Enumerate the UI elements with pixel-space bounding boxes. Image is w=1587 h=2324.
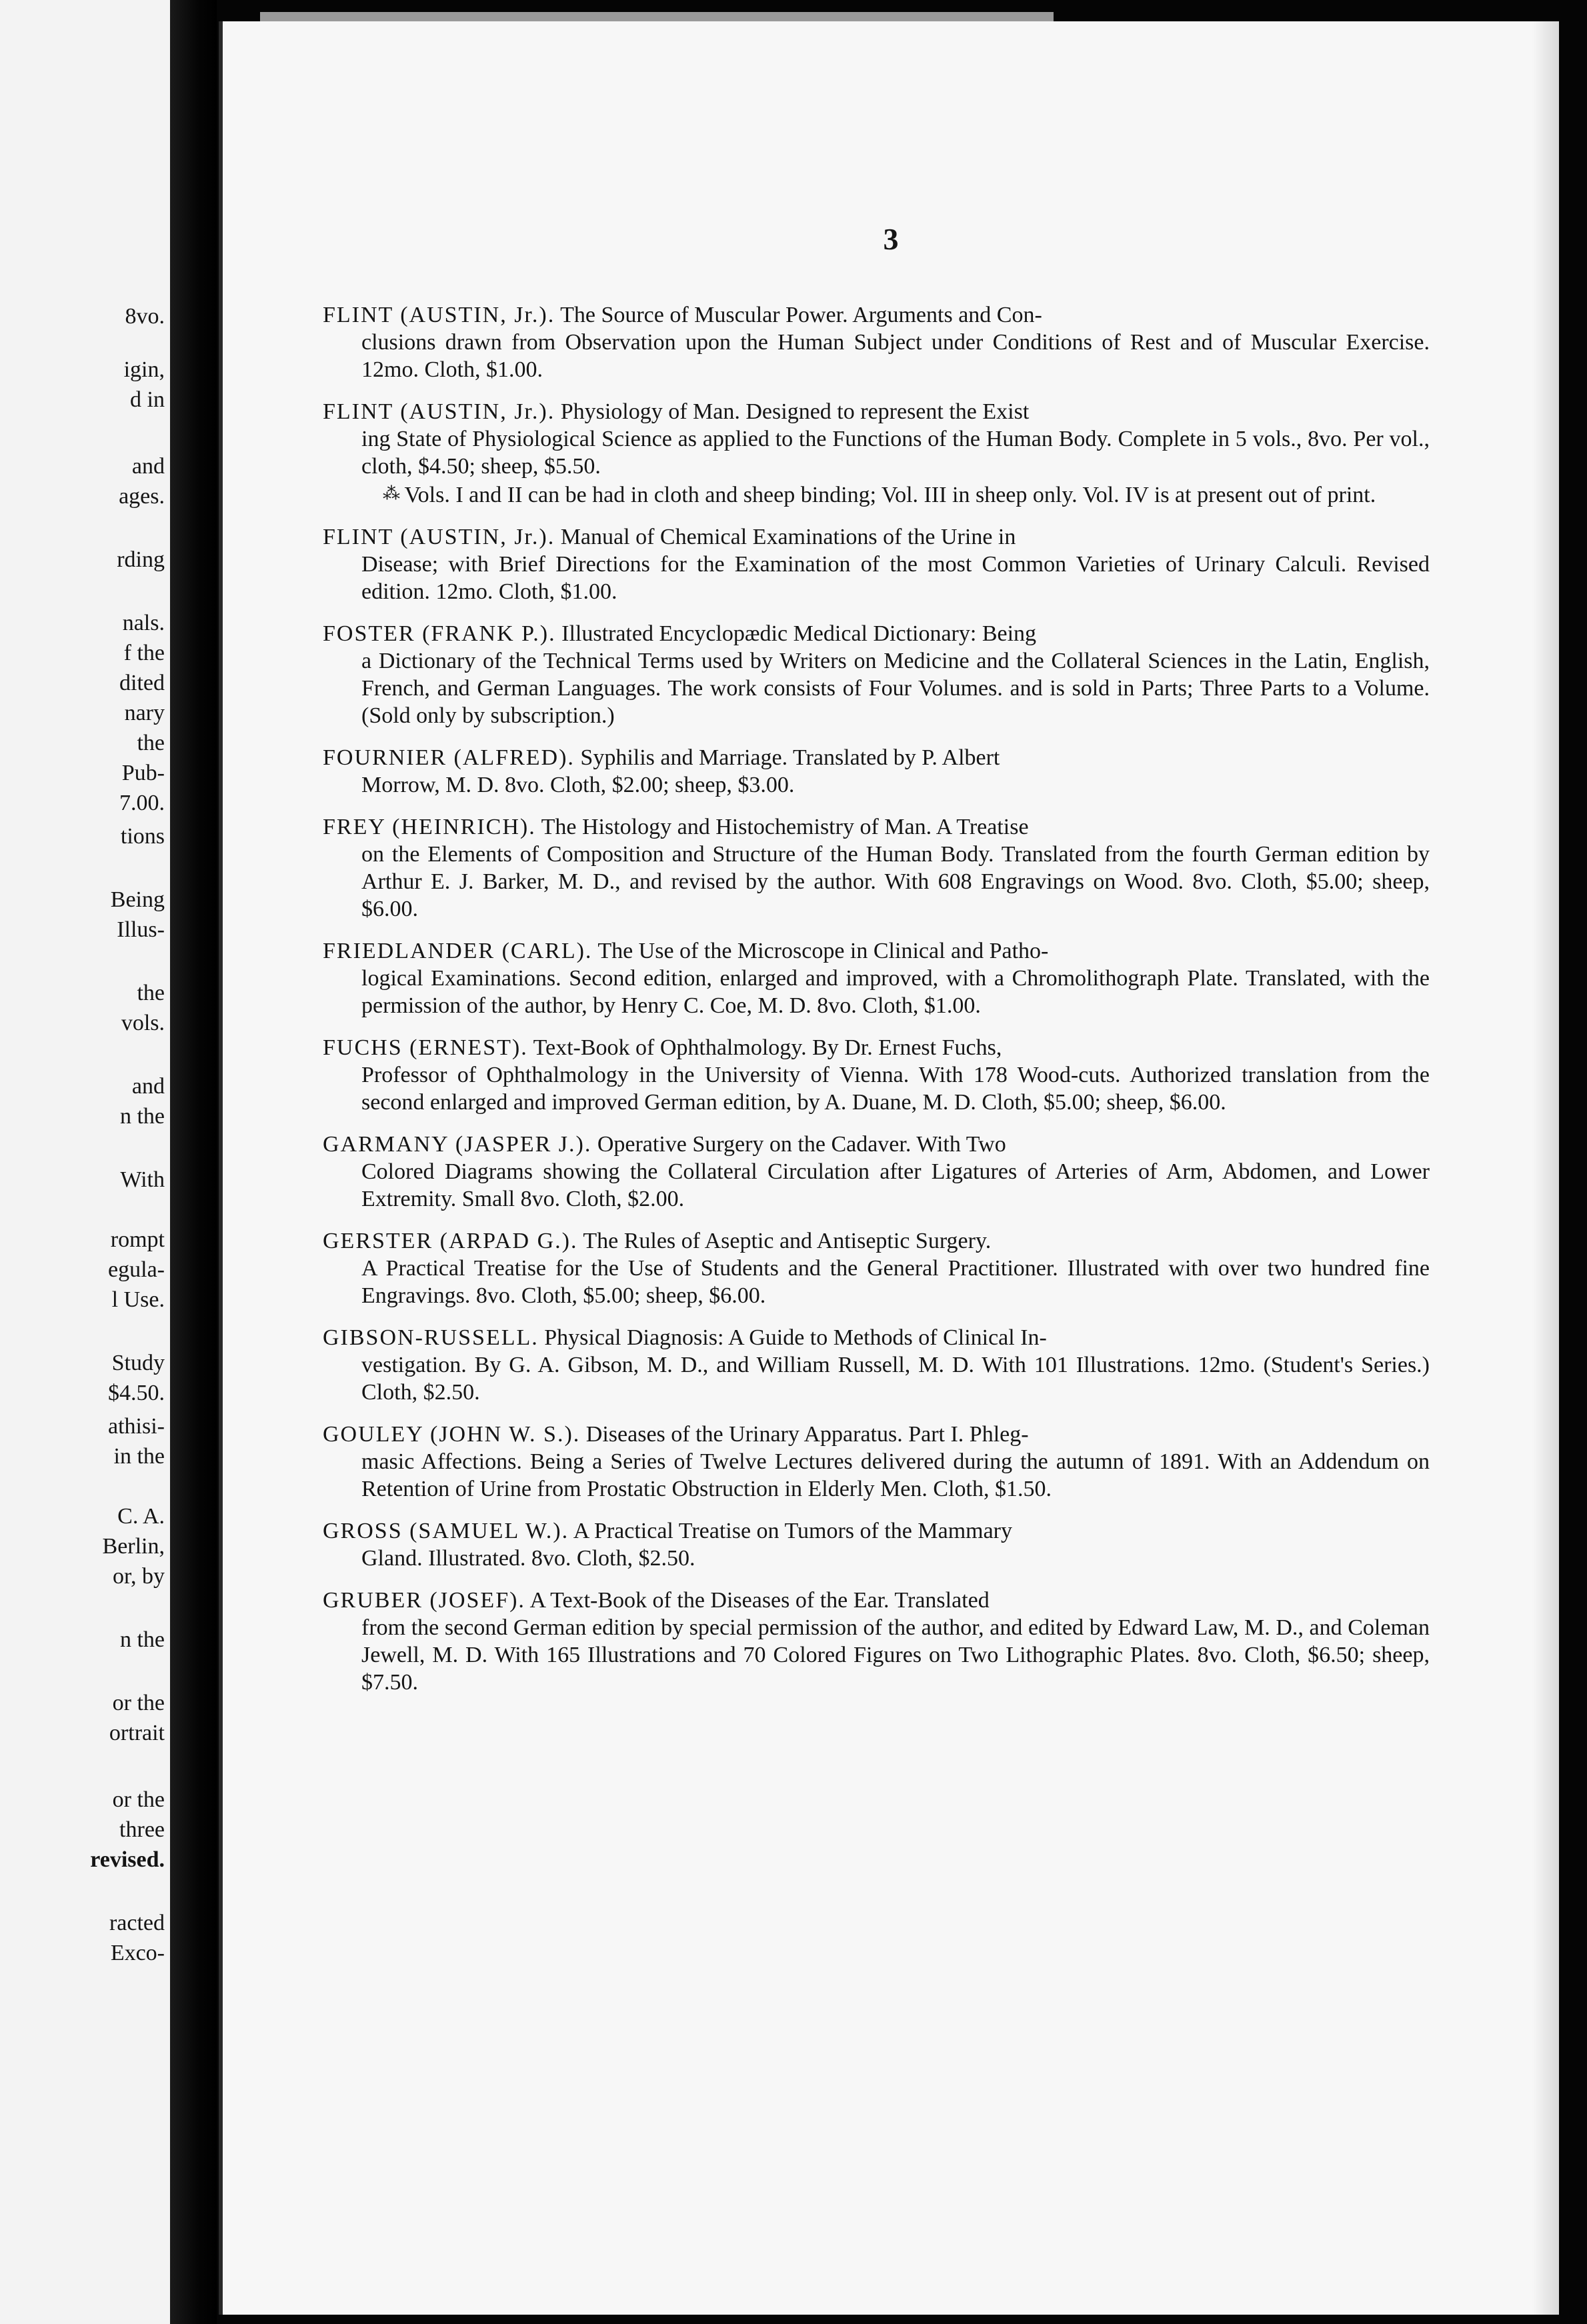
- previous-page-fragment: tions: [120, 824, 165, 849]
- entry-first-line: [323, 1517, 1430, 1545]
- entry-description: a Dictionary of the Technical Terms used by Writers on Medicine and the Collateral Sciences in the Latin, English, French, and German Languages. The work consists of Four Volumes. and is sold in Parts; Three Parts to a Volume. (Sold only by subscription.): [361, 649, 1430, 728]
- entry-author: FRIEDLANDER (CARL).: [323, 939, 593, 963]
- entry-title: A Text-Book of the Diseases of the Ear. Translated: [525, 1588, 990, 1613]
- entry-first-line: [323, 744, 1430, 771]
- catalogue-entry: [323, 813, 1430, 923]
- previous-page-fragment: Pub-: [121, 761, 165, 785]
- previous-page-fragment: nary: [124, 701, 165, 725]
- catalogue-entry: [323, 1034, 1430, 1116]
- entry-note-text: Vols. I and II can be had in cloth and sheep binding; Vol. III in sheep only. Vol. IV is at present out of print.: [404, 483, 1376, 507]
- entry-title: A Practical Treatise on Tumors of the Mammary: [569, 1519, 1012, 1543]
- entry-first-line: [323, 301, 1430, 329]
- previous-page-fragment: Study: [111, 1351, 165, 1375]
- entry-title: The Histology and Histochemistry of Man. A Treatise: [535, 815, 1029, 839]
- entry-author: FOSTER (FRANK P.).: [323, 621, 556, 646]
- previous-page-fragment: Illus-: [117, 917, 165, 942]
- page-edge-shade: [1532, 21, 1559, 2315]
- entry-first-line: [323, 1421, 1430, 1448]
- previous-page-fragment: racted: [109, 1911, 165, 1935]
- asterism-icon: ⁂: [383, 484, 405, 503]
- entry-description: ing State of Physiological Science as applied to the Functions of the Human Body. Complete in 5 vols., 8vo. Per vol., cloth, $4.50; sheep, $5.50.: [361, 427, 1430, 479]
- previous-page-fragment: and: [131, 454, 165, 479]
- entry-title: Physical Diagnosis: A Guide to Methods of Clinical In-: [538, 1325, 1047, 1350]
- previous-page-fragment: athisi-: [108, 1414, 165, 1439]
- catalogue-entry: [323, 620, 1430, 729]
- previous-page-fragment: or the: [112, 1691, 165, 1715]
- catalogue-entry: [323, 1587, 1430, 1696]
- previous-page-fragment: the: [137, 981, 165, 1005]
- entry-first-line: [323, 523, 1430, 551]
- previous-page-sliver: [0, 0, 170, 2324]
- entry-author: GERSTER (ARPAD G.).: [323, 1229, 578, 1253]
- previous-page-fragment: rding: [117, 547, 165, 572]
- previous-page-fragment: 8vo.: [125, 304, 165, 329]
- previous-page-fragment: $4.50.: [108, 1381, 165, 1405]
- entry-title: The Rules of Aseptic and Antiseptic Surgery.: [577, 1229, 992, 1253]
- previous-page-fragment: egula-: [108, 1257, 165, 1282]
- previous-page-fragment: igin,: [123, 357, 165, 382]
- entry-author: GRUBER (JOSEF).: [323, 1588, 525, 1613]
- entry-note: [323, 480, 1430, 509]
- previous-page-fragment: three: [119, 1817, 165, 1842]
- entry-first-line: [323, 1034, 1430, 1061]
- previous-page-fragment: l Use.: [111, 1287, 165, 1312]
- catalogue-entry: [323, 301, 1430, 383]
- page-number: 3: [883, 222, 899, 256]
- entry-description: clusions drawn from Observation upon the Human Subject under Conditions of Rest and of Muscular Exercise. 12mo. Cloth, $1.00.: [361, 330, 1430, 382]
- entry-title: Syphilis and Marriage. Translated by P. Albert: [574, 745, 1000, 770]
- catalogue-entry: [323, 937, 1430, 1019]
- catalogue-entry: [323, 1421, 1430, 1503]
- entry-title: Illustrated Encyclopædic Medical Dictionary: Being: [555, 621, 1037, 646]
- previous-page-fragment: n the: [119, 1627, 165, 1652]
- entry-author: GARMANY (JASPER J.).: [323, 1132, 592, 1157]
- entry-first-line: [323, 1227, 1430, 1255]
- entry-first-line: [323, 937, 1430, 965]
- previous-page-fragment: nals.: [122, 611, 165, 635]
- entry-author: FOURNIER (ALFRED).: [323, 745, 575, 770]
- entry-title: Diseases of the Urinary Apparatus. Part I. Phleg-: [580, 1422, 1029, 1447]
- previous-page-fragment: Being: [110, 887, 165, 912]
- entry-description: masic Affections. Being a Series of Twelve Lectures delivered during the autumn of 1891. With an Addendum on Retention of Urine from Prostatic Obstruction in Elderly Men. Cloth, $1.50.: [361, 1449, 1430, 1501]
- entry-title: Manual of Chemical Examinations of the Urine in: [555, 525, 1016, 549]
- entry-description: Colored Diagrams showing the Collateral Circulation after Ligatures of Arteries of Arm, Abdomen, and Lower Extremity. Small 8vo. Cloth, $2.00.: [361, 1159, 1430, 1211]
- entry-title: Physiology of Man. Designed to represent the Exist: [555, 399, 1030, 424]
- entry-first-line: [323, 620, 1430, 647]
- entry-title: Operative Surgery on the Cadaver. With Two: [591, 1132, 1006, 1157]
- previous-page-fragment: rompt: [110, 1227, 165, 1252]
- previous-page-fragment: 7.00.: [119, 791, 165, 815]
- previous-page-fragment: vols.: [121, 1011, 165, 1035]
- entry-description: Gland. Illustrated. 8vo. Cloth, $2.50.: [361, 1546, 695, 1571]
- entry-first-line: [323, 1131, 1430, 1158]
- catalogue-entry: [323, 523, 1430, 605]
- previous-page-fragment: ortrait: [109, 1721, 165, 1745]
- entry-description: Morrow, M. D. 8vo. Cloth, $2.00; sheep, $3.00.: [361, 773, 795, 797]
- entry-first-line: [323, 813, 1430, 841]
- entry-first-line: [323, 1587, 1430, 1614]
- entry-description: Disease; with Brief Directions for the Examination of the most Common Varieties of Urinary Calculi. Revised edition. 12mo. Cloth, $1.00.: [361, 552, 1430, 604]
- previous-page-fragment: dited: [119, 671, 165, 695]
- previous-page-fragment: in the: [113, 1444, 165, 1469]
- previous-page-fragment: Exco-: [110, 1941, 165, 1965]
- catalogue-entry: [323, 1131, 1430, 1213]
- catalogue-entry: [323, 1227, 1430, 1309]
- previous-page-fragment: or, by: [113, 1564, 165, 1589]
- previous-page-fragment: and: [131, 1074, 165, 1099]
- entry-title: The Use of the Microscope in Clinical and Patho-: [592, 939, 1049, 963]
- entry-author: GIBSON-RUSSELL.: [323, 1325, 539, 1350]
- entry-description: on the Elements of Composition and Structure of the Human Body. Translated from the fourth German edition by Arthur E. J. Barker, M. D., and revised by the author. With 608 Engravings on Wood. 8vo. Cloth, $5.00; sheep, $6.00.: [361, 842, 1430, 921]
- previous-page-fragment: or the: [112, 1787, 165, 1812]
- entry-author: FUCHS (ERNEST).: [323, 1035, 528, 1060]
- entry-title: Text-Book of Ophthalmology. By Dr. Ernest Fuchs,: [527, 1035, 1002, 1060]
- previous-page-fragment: revised.: [90, 1847, 165, 1872]
- entry-title: The Source of Muscular Power. Arguments and Con-: [555, 303, 1042, 327]
- previous-page-fragment: ages.: [119, 484, 165, 509]
- catalogue-entry: [323, 1517, 1430, 1572]
- entry-description: A Practical Treatise for the Use of Students and the General Practitioner. Illustrated with over two hundred fine Engravings. 8vo. Cloth, $5.00; sheep, $6.00.: [361, 1256, 1430, 1308]
- entry-author: FLINT (AUSTIN, Jr.).: [323, 303, 555, 327]
- entry-author: FLINT (AUSTIN, Jr.).: [323, 399, 555, 424]
- book-binding-shadow: [170, 0, 217, 2324]
- entry-author: GOULEY (JOHN W. S.).: [323, 1422, 581, 1447]
- previous-page-fragment: f the: [123, 641, 165, 665]
- catalogue-entries: [323, 301, 1430, 1711]
- entry-author: FREY (HEINRICH).: [323, 815, 536, 839]
- entry-description: Professor of Ophthalmology in the University of Vienna. With 178 Wood-cuts. Authorized translation from the second enlarged and improved German edition, by A. Duane, M. D. Cloth, $5.00; sheep, $6.00.: [361, 1063, 1430, 1115]
- catalogue-entry: [323, 398, 1430, 509]
- catalogue-entry: [323, 1324, 1430, 1406]
- entry-author: FLINT (AUSTIN, Jr.).: [323, 525, 555, 549]
- previous-page-fragment: C. A.: [117, 1504, 165, 1529]
- entry-description: vestigation. By G. A. Gibson, M. D., and William Russell, M. D. With 101 Illustrations. 12mo. (Student's Series.) Cloth, $2.50.: [361, 1353, 1430, 1405]
- catalogue-page: [219, 21, 1559, 2315]
- entry-description: from the second German edition by special permission of the author, and edited by Edward Law, M. D., and Coleman Jewell, M. D. With 165 Illustrations and 70 Colored Figures on Two Lithographic Plates. 8vo. Cloth, $6.50; sheep, $7.50.: [361, 1615, 1430, 1695]
- previous-page-fragment: the: [137, 731, 165, 755]
- previous-page-fragment: d in: [130, 387, 165, 412]
- catalogue-entry: [323, 744, 1430, 799]
- entry-description: logical Examinations. Second edition, enlarged and improved, with a Chromolithograph Plate. Translated, with the permission of the author, by Henry C. Coe, M. D. 8vo. Cloth, $1.00.: [361, 966, 1430, 1018]
- entry-first-line: [323, 398, 1430, 425]
- previous-page-fragment: With: [120, 1167, 165, 1192]
- entry-first-line: [323, 1324, 1430, 1351]
- page-top-edge: [260, 12, 1054, 21]
- previous-page-fragment: n the: [119, 1104, 165, 1129]
- previous-page-fragment: Berlin,: [102, 1534, 165, 1559]
- entry-author: GROSS (SAMUEL W.).: [323, 1519, 569, 1543]
